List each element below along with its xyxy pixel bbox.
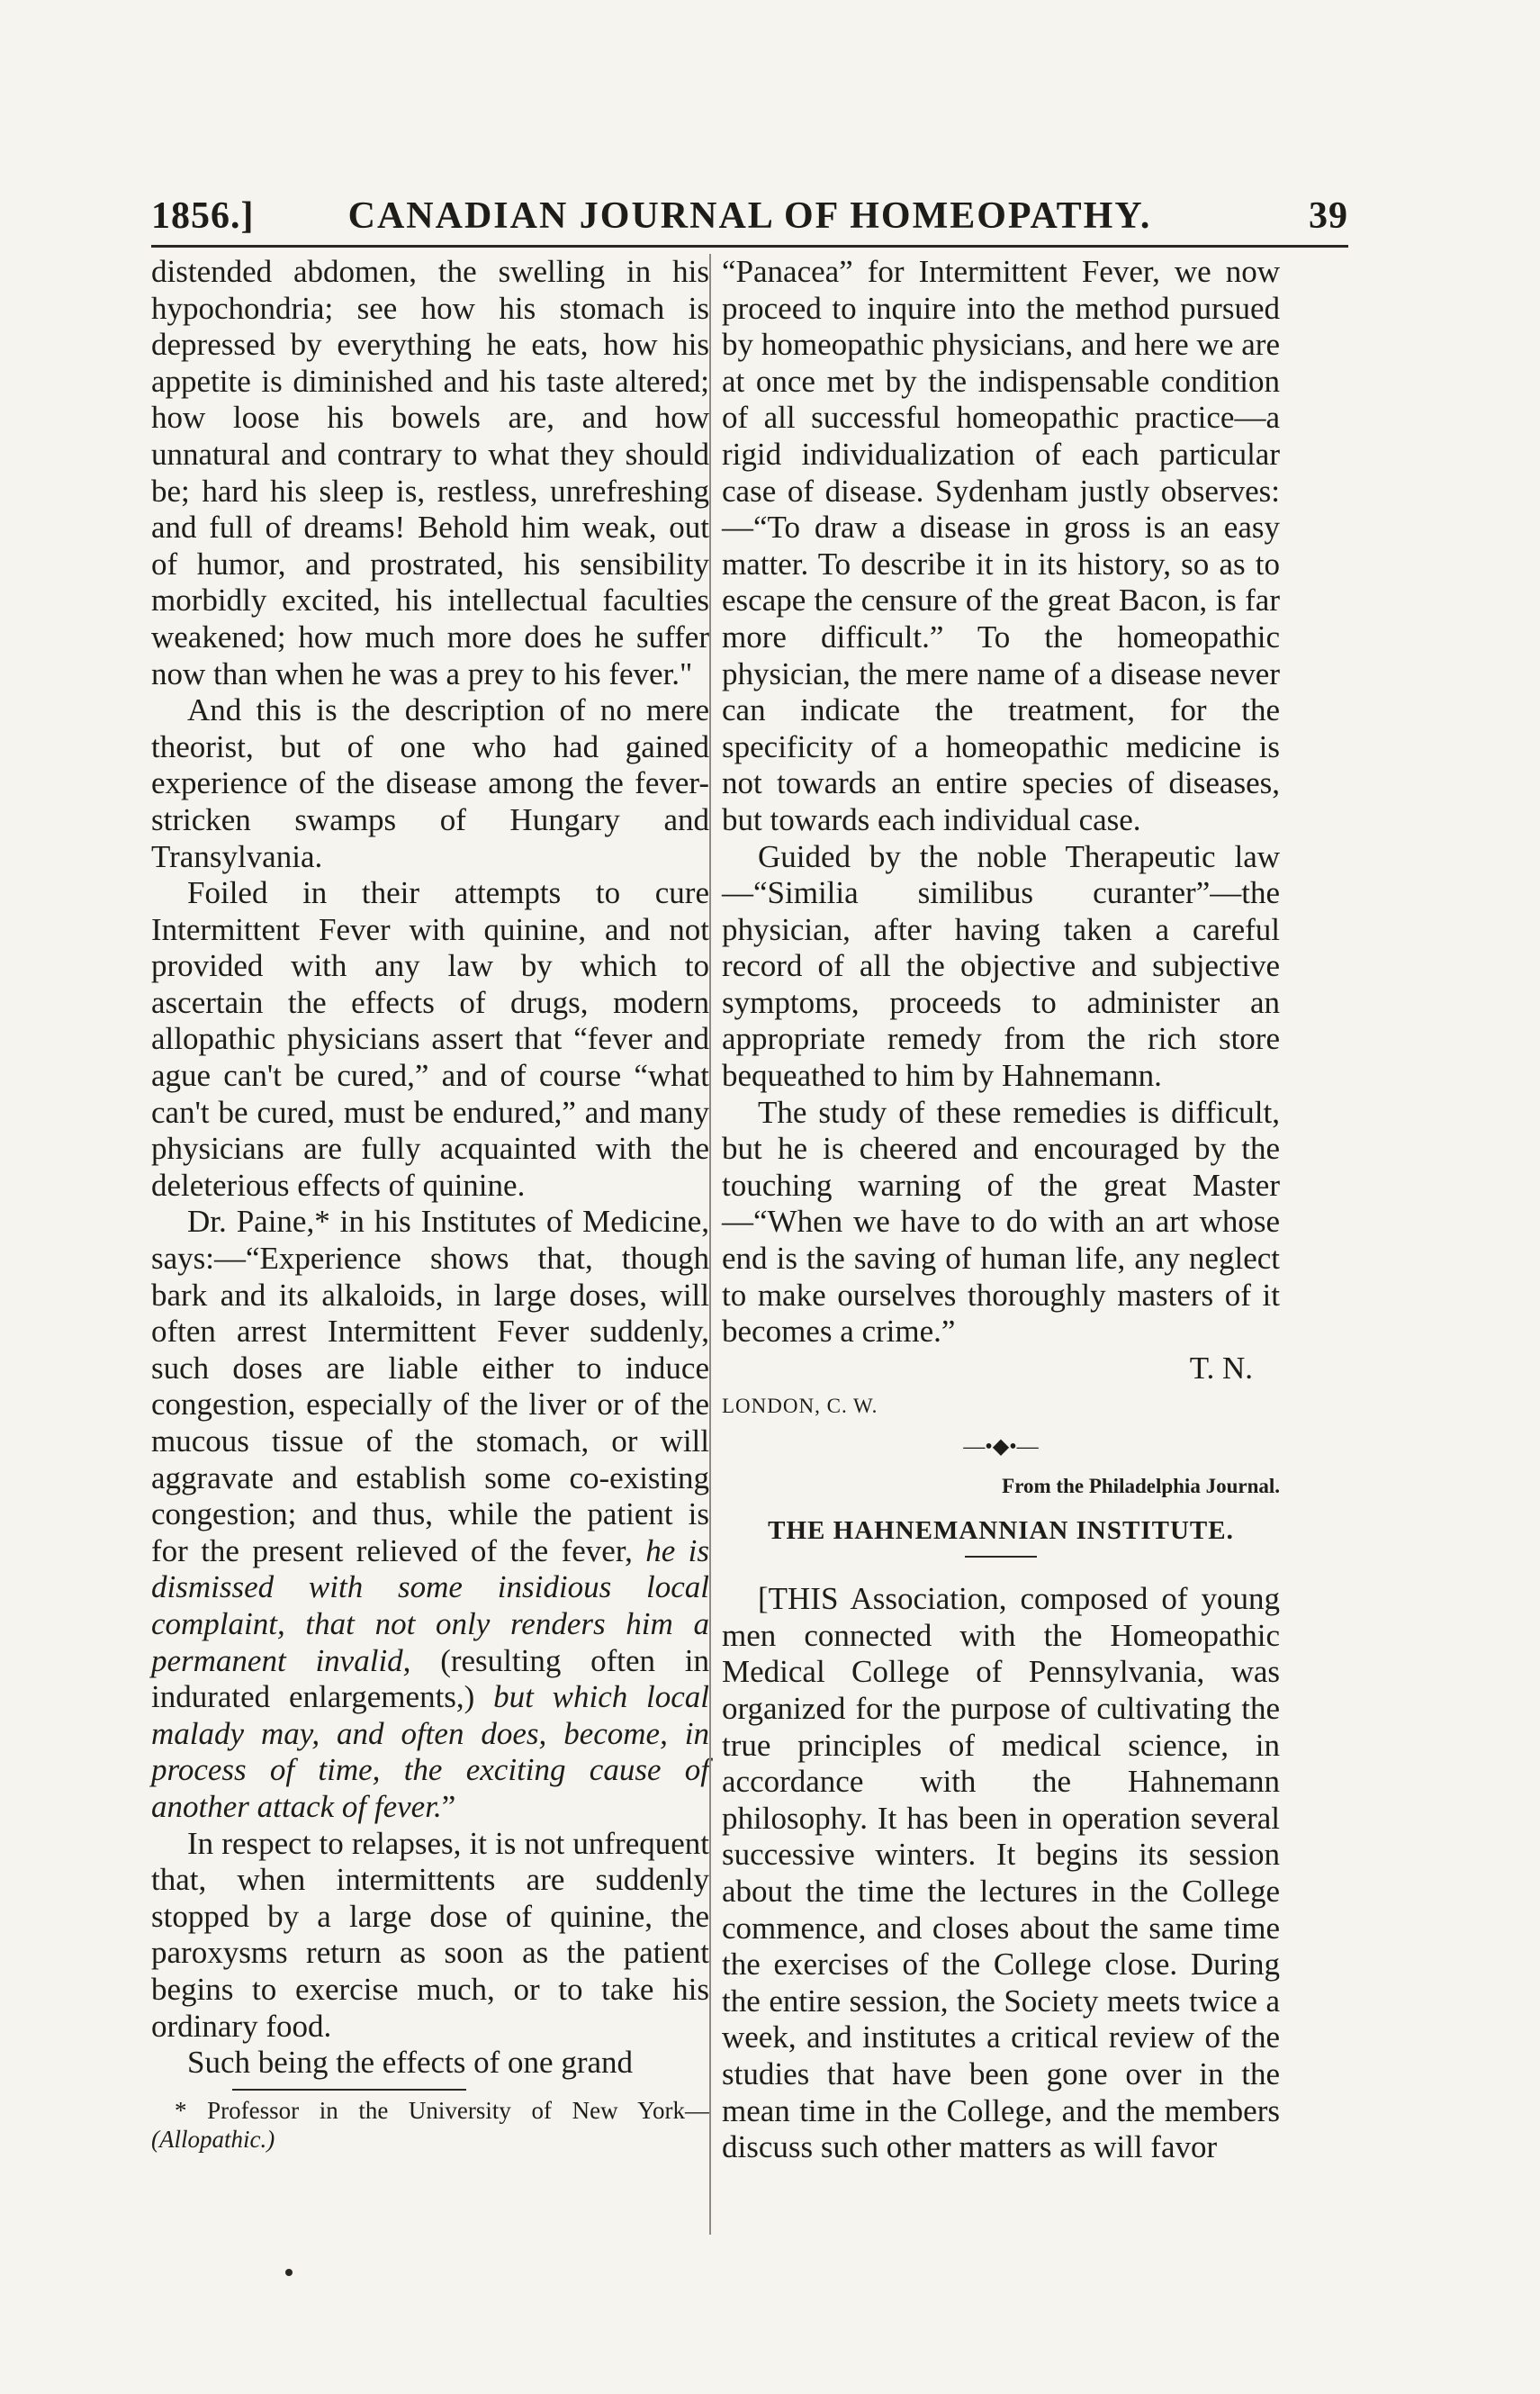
source-credit: From the Philadelphia Journal. [1002,1475,1280,1497]
footnote [151,2096,709,2154]
paine-quote-italic-1: he is dismissed with some insidious local complaint, that not only renders him a permanent invalid, [151,1532,709,1678]
left-paragraph-5: In respect to relapses, it is not unfrequent that, when intermittents are suddenly stopped by a large dose of quinine, the paroxysms return as soon as the patient begins to exercise much, or to take his ordinary food. [151,1825,709,2044]
paine-quote-start: Dr. Paine,* in his Institutes of Medicine, says:—“Experience shows that, though bark and its alkaloids, in large doses, will often arrest Intermittent Fever suddenly, such doses are liable either to induce congestion, especially of the liver or of the mucous tissue of the stomach, or will aggravate and establish some co-existing congestion; and thus, while the patient is for the present relieved of the fever, [151,1204,709,1568]
dateline: LONDON, C. W. [722,1395,878,1418]
running-head [151,189,1348,247]
paine-quote-italic-2: but which local malady may, and often does, become, in process of time, the exciting cause of another attack of fever. [151,1679,710,1824]
section-rule [965,1556,1037,1558]
left-paragraph-1: distended abdomen, the swelling in his hypochondria; see how his stomach is depressed by everything he eats, how his appetite is diminished and his taste altered; how loose his bowels are, and how unnatural and contrary to what they should be; hard his sleep is, restless, unrefreshing and full of dreams! Behold him weak, out of humor, and prostrated, his sensibility morbidly excited, his intellectual faculties weakened; how much more does he suffer now than when he was a prey to his fever." [151,254,709,691]
right-paragraph-3: The study of these remedies is difficult, but he is cheered and encouraged by the touching warning of the great Master—“When we have to do with an art whose end is the saving of human life, any neglect to make ourselves thoroughly masters of it becomes a crime.” [722,1094,1280,1350]
footnote-italic: (Allopathic.) [151,2125,275,2153]
left-paragraph-6: Such being the effects of one grand [187,2045,634,2081]
running-head-title: CANADIAN JOURNAL OF HOMEOPATHY. [347,195,1152,237]
right-column [722,254,1280,2166]
page-number: 39 [1309,195,1348,237]
ornament-divider: —•◆•— [963,1435,1039,1459]
right-paragraph-1: “Panacea” for Intermittent Fever, we now proceed to inquire into the method pursued by homeopathic physicians, and here we are at once met by the indispensable condition of all successful homeopathic practice—a rigid individualization of each particular case of disease. Sydenham justly observes:—“To draw a disease in gross is an easy matter. To describe it in its history, so as to escape the censure of the great Bacon, is far more difficult.” To the homeopathic physician, the mere name of a disease never can indicate the treatment, for the specificity of a homeopathic medicine is not towards an entire species of diseases, but towards each individual case. [722,254,1280,837]
running-head-year: 1856.] [151,195,255,237]
page-mark [285,2269,293,2276]
signature: T. N. [1189,1350,1253,1386]
section-heading: THE HAHNEMANNIAN INSTITUTE. [768,1515,1234,1545]
right-paragraph-2: Guided by the noble Therapeutic law—“Similia similibus curanter”—the physician, after having taken a careful record of all the objective and subjective symptoms, proceeds to administer an appropriate remedy from the rich store bequeathed to him by Hahnemann. [722,838,1280,1094]
paine-quote-end: ” [441,1788,456,1824]
column-divider [709,254,711,2235]
left-paragraph-2: And this is the description of no mere theorist, but of one who had gained experience of the disease among the fever-stricken swamps of Hungary and Transylvania. [151,692,709,874]
left-paragraph-3: Foiled in their attempts to cure Intermittent Fever with quinine, and not provided with any law by which to ascertain the effects of drugs, modern allopathic physicians assert that “fever and ague can't be cured,” and of course “what can't be cured, must be endured,” and many physicians are fully acquainted with the deleterious effects of quinine. [151,875,709,1203]
footnote-text: * Professor in the University of New York— [175,2096,709,2124]
right-paragraph-4: [THIS Association, composed of young men connected with the Homeopathic Medical College of Pennsylvania, was organized for the purpose of cultivating the true principles of medical science, in accordance with the Hahnemann philosophy. It has been in operation several successive winters. It begins its session about the time the lectures in the College commence, and closes about the same time the exercises of the College close. During the entire session, the Society meets twice a week, and institutes a critical review of the studies that have been gone over in the mean time in the College, and the members discuss such other matters as will favor [722,1581,1280,2165]
paine-quote-middle: (resulting often in indurated enlargements,) [151,1642,709,1715]
left-paragraph-4 [151,1204,709,1825]
header-rule [151,245,1348,248]
left-column [151,254,709,2154]
footnote-rule [232,2089,466,2091]
